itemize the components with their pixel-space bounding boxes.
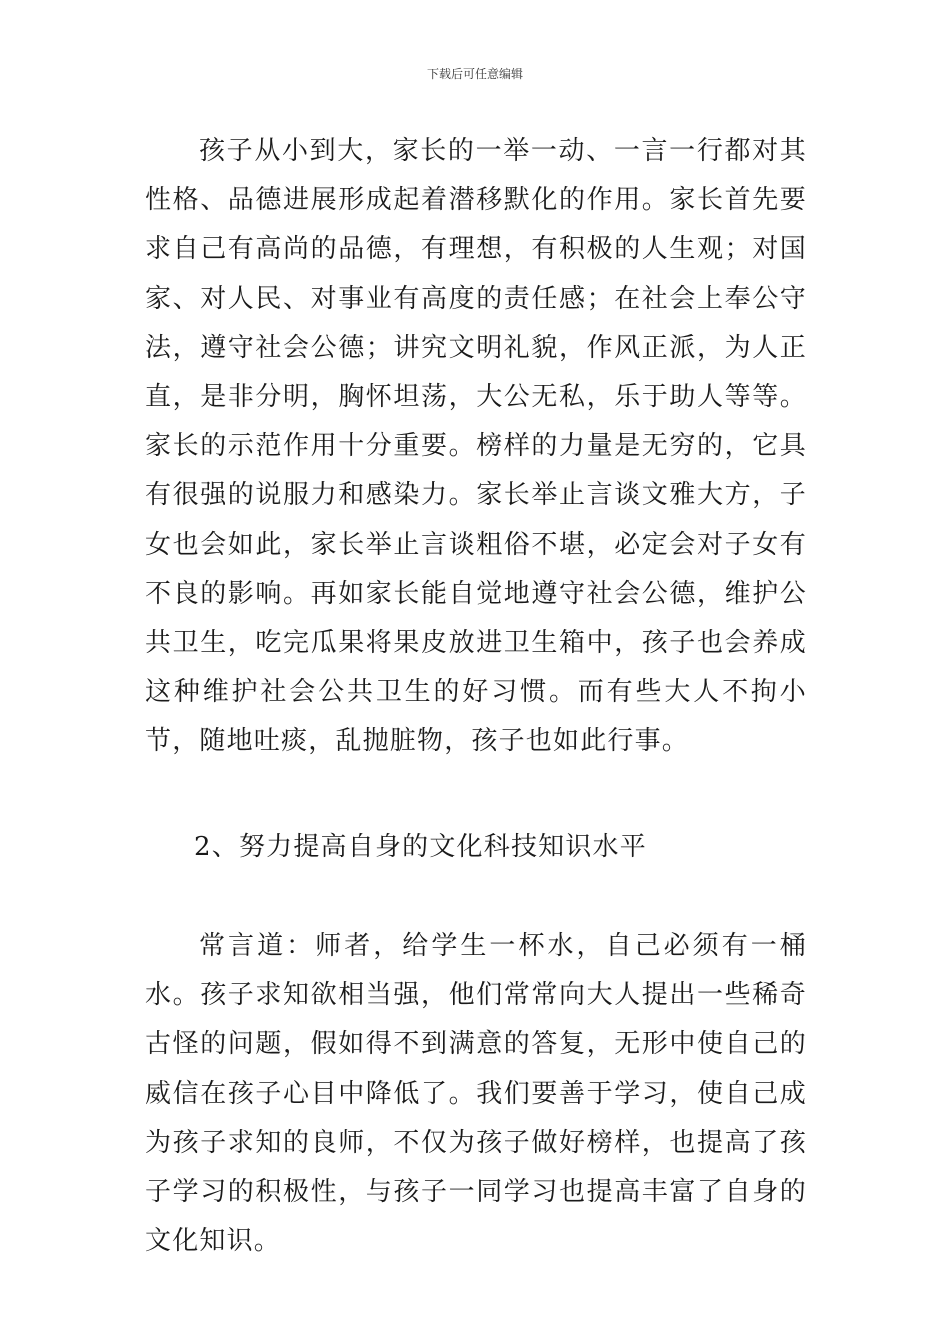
body-paragraph-1: 孩子从小到大，家长的一举一动、一言一行都对其性格、品德进展形成起着潜移默化的作用。家长首先要求自己有高尚的品德，有理想，有积极的人生观；对国家、对人民、对事业有高度的责任感；在社会上奉公守法，遵守社会公德；讲究文明礼貌，作风正派，为人正直，是非分明，胸怀坦荡，大公无私，乐于助人等等。家长的示范作用十分重要。榜样的力量是无穷的，它具有很强的说服力和感染力。家长举止言谈文雅大方，子女也会如此，家长举止言谈粗俗不堪，必定会对子女有不良的影响。再如家长能自觉地遵守社会公德，维护公共卫生，吃完瓜果将果皮放进卫生箱中，孩子也会养成这种维护社会公共卫生的好习惯。而有些大人不拘小节，随地吐痰，乱抛脏物，孩子也如此行事。: [145, 136, 807, 757]
body-paragraph-2: 常言道：师者，给学生一杯水，自己必须有一桶水。孩子求知欲相当强，他们常常向大人提出一些稀奇古怪的问题，假如得不到满意的答复，无形中使自己的威信在孩子心目中降低了。我们要善于学习，使自己成为孩子求知的良师，不仅为孩子做好榜样，也提高了孩子学习的积极性，与孩子一同学习也提高丰富了自身的文化知识。: [145, 931, 807, 1257]
page-header-note: 下载后可任意编辑: [426, 67, 523, 81]
section-heading: 2、努力提高自身的文化科技知识水平: [194, 832, 647, 862]
